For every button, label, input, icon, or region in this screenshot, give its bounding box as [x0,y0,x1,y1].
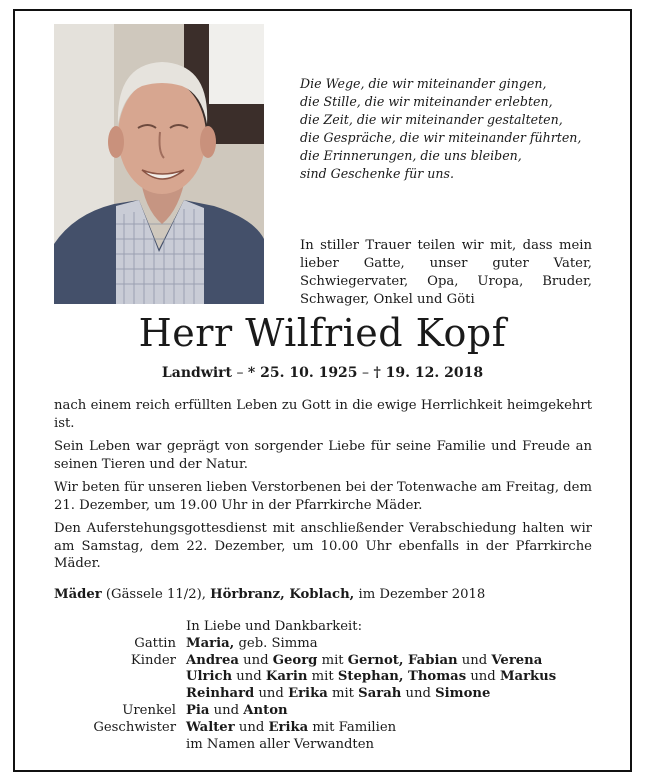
relative-name: Maria, [186,635,235,651]
deceased-name: Herr Wilfried Kopf [138,311,507,355]
family-row [54,636,594,653]
poem-line: die Zeit, die wir miteinander gestalteten, [300,112,563,127]
relative-name: Reinhard [186,686,255,702]
relative-name: Verena [491,652,543,668]
body-paragraph: Wir beten für unseren lieben Verstorbenen bei der Totenwache am Freitag, dem 21. Dezember, um 19.00 Uhr in der Pfarrkirche Mäder. [54,480,592,513]
death-date: † 19. 12. 2018 [373,365,484,381]
family-row [54,653,594,670]
connector-text: und [457,652,492,668]
poem-line: die Gespräche, die wir miteinander führten, [300,130,582,145]
relation-label: Kinder [130,652,176,668]
poem [300,75,581,183]
relatives-names [186,653,594,670]
relative-name: Walter [186,719,235,735]
relatives-names [186,703,594,720]
relation-label: Gattin [134,635,176,651]
relatives-names [186,636,594,653]
relative-name: Anton [243,702,288,718]
occupation: Landwirt [161,365,233,381]
date-separator: – [232,365,248,381]
relatives-names [186,669,594,686]
relative-name: Andrea [186,652,239,668]
relation-label: Urenkel [122,702,176,718]
town-names: Hörbranz, Koblach, [210,587,355,602]
poem-line: Die Wege, die wir miteinander gingen, [300,76,547,91]
place-date-line [54,587,485,602]
portrait-photo [54,24,264,304]
connector-text: und [466,669,500,685]
relatives-names [186,737,594,754]
connector-text: und [232,669,266,685]
connector-text: mit [307,669,338,685]
relation-label [54,669,186,686]
poem-line: die Stille, die wir miteinander erlebten, [300,94,553,109]
intro-text: In stiller Trauer teilen wir mit, dass mein lieber Gatte, unser guter Vater, Schwiegervater, Opa, Uropa, Bruder, Schwager, Onkel und Göti [300,238,592,307]
month-year: im Dezember 2018 [354,587,486,602]
connector-text: und [209,702,244,718]
poem-line: die Erinnerungen, die uns bleiben, [300,148,522,163]
announcement-body [54,397,592,579]
family-row [54,686,594,703]
relative-name: Ulrich [186,669,233,685]
connector-text: geb. Simma [234,635,318,651]
connector-text: und [238,652,273,668]
family-list [54,619,594,753]
relative-name: Gernot, Fabian [347,652,458,668]
relatives-names [186,720,594,737]
connector-text: mit [327,686,359,702]
body-paragraph: nach einem reich erfüllten Leben zu Gott in die ewige Herrlichkeit heimgekehrt ist. [54,398,592,431]
life-dates [0,365,645,381]
family-row [54,720,594,737]
body-paragraph: Sein Leben war geprägt von sorgender Liebe für seine Familie und Freude an seinen Tieren und der Natur. [54,439,592,472]
relative-name: Erika [288,686,328,702]
relative-name: Stephan, Thomas [337,669,467,685]
connector-text: und [234,719,269,735]
relative-name: Markus [499,669,557,685]
family-row [54,703,594,720]
family-header: In Liebe und Dankbarkeit: [186,619,363,634]
connector-text: mit Familien [308,719,397,735]
relatives-names [186,686,594,703]
relative-name: Simone [435,686,491,702]
relation-label: Geschwister [93,719,176,735]
relative-name: Sarah [358,686,402,702]
family-row [54,737,594,754]
relative-name: Pia [186,702,210,718]
town-name: Mäder [54,587,102,602]
relative-name: Georg [272,652,318,668]
address: (Gässele 11/2), [101,587,211,602]
family-rows [54,636,594,754]
birth-date: * 25. 10. 1925 [247,365,358,381]
connector-text: und [401,686,436,702]
poem-line: sind Geschenke für uns. [300,166,454,181]
date-separator: – [357,365,374,381]
relative-name: Erika [268,719,309,735]
relation-label [54,686,186,703]
relative-name: Karin [265,669,308,685]
family-header-row [54,619,594,636]
relation-label [54,737,186,754]
connector-text: und [254,686,289,702]
body-paragraph: Den Auferstehungsgottesdienst mit anschließender Verabschiedung halten wir am Samstag, dem 22. Dezember, um 10.00 Uhr ebenfalls in der Pfarrkirche Mäder. [54,521,592,571]
family-row [54,669,594,686]
connector-text: im Namen aller Verwandten [186,736,375,752]
connector-text: mit [317,652,348,668]
